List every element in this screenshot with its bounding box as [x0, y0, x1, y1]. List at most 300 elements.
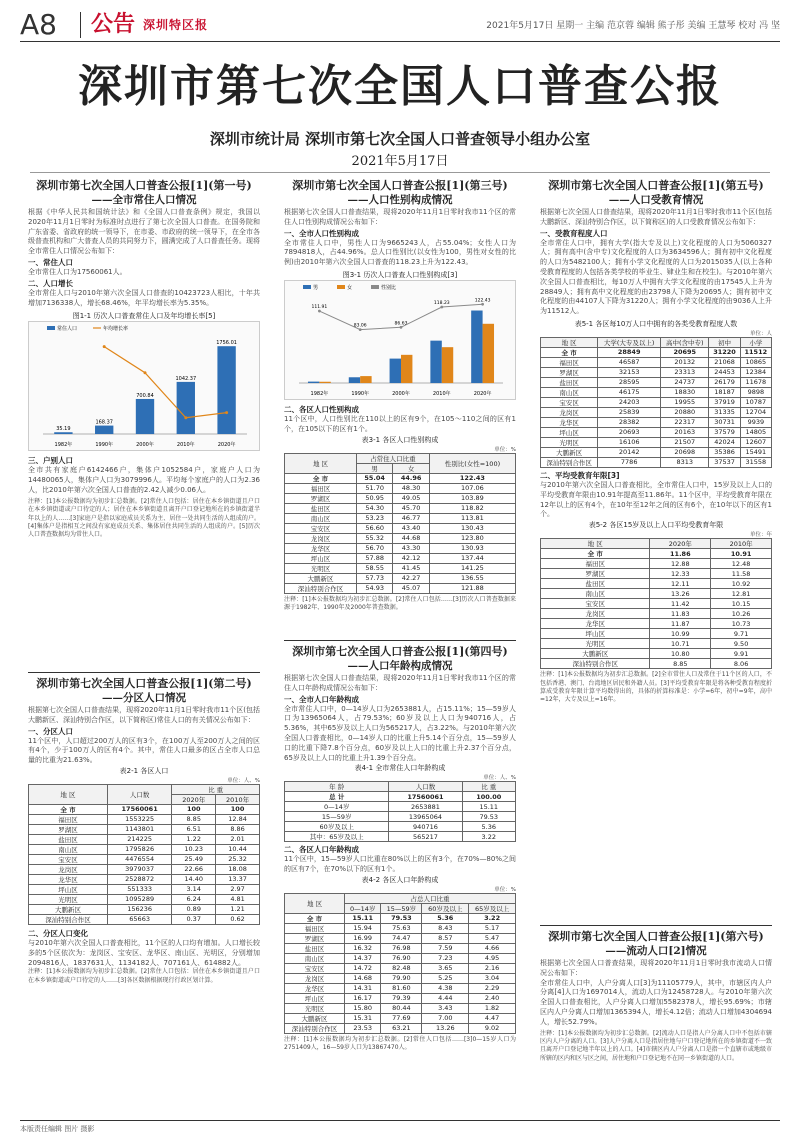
- bulletin-3-subtitle: ——人口性别构成情况: [347, 194, 453, 206]
- table-row: [285, 1013, 516, 1023]
- table-cell: 77.69: [381, 1013, 422, 1023]
- row-label: 南山区: [285, 953, 345, 963]
- table-cell: 4.44: [422, 993, 469, 1003]
- row-label: 宝安区: [285, 963, 345, 973]
- table-cell: 4.47: [469, 1013, 516, 1023]
- table-unit: 单位：人: [749, 330, 772, 337]
- table-cell: 63.21: [381, 1023, 422, 1033]
- table-cell: 12.88: [650, 559, 711, 569]
- table-row: [541, 437, 772, 447]
- section-heading: 二、平均受教育年限[3]: [540, 470, 620, 480]
- table-row: [285, 1003, 516, 1013]
- row-label: 龙华区: [29, 874, 108, 884]
- table-cell: 11.87: [650, 619, 711, 629]
- section-heading: 一、全市人口性别构成: [284, 228, 359, 238]
- table-cell: 43.40: [393, 523, 429, 533]
- paragraph: 与2010年第六次全国人口普查相比，11个区的人口均有增加。人口增长较多的5个区依次为：龙岗区、宝安区、龙华区、南山区、光明区，分别增加2094816人、1837631人、1134182人、707161人、614882人。: [28, 938, 260, 967]
- data-label: 168.37: [95, 419, 113, 426]
- point: [440, 306, 443, 309]
- table-cell: 10.91: [711, 549, 772, 559]
- table-cell: 3.43: [422, 1003, 469, 1013]
- tick-label: 2000年: [392, 390, 410, 397]
- table-cell: 49.05: [393, 493, 429, 503]
- table-row: [285, 993, 516, 1003]
- divider: [540, 925, 772, 926]
- table-cell: 11512: [740, 347, 771, 357]
- section-heading: 二、分区人口变化: [28, 928, 88, 938]
- data-label: 1756.01: [216, 340, 237, 347]
- section-name: 公告: [80, 12, 135, 38]
- table-cell: 65663: [107, 914, 171, 924]
- table-row: [285, 983, 516, 993]
- table-cell: 20163: [661, 427, 709, 437]
- table-row: [285, 1023, 516, 1033]
- row-label: 福田区: [541, 559, 650, 569]
- table-cell: 10865: [740, 357, 771, 367]
- table-row: [285, 943, 516, 953]
- issuer: 深圳市统计局 深圳市第七次全国人口普查领导小组办公室: [209, 130, 591, 148]
- column-header: 2010年: [711, 539, 772, 549]
- table-cell: 35386: [709, 447, 740, 457]
- table-cell: 13.26: [422, 1023, 469, 1033]
- table-row: [285, 483, 516, 493]
- table-cell: 3.65: [422, 963, 469, 973]
- table-cell: 9898: [740, 387, 771, 397]
- table-cell: 54.30: [356, 503, 392, 513]
- table-cell: 46.77: [393, 513, 429, 523]
- column-header: 65岁及以上: [469, 903, 516, 913]
- column-header: 60岁及以上: [422, 903, 469, 913]
- table-cell: 48.30: [393, 483, 429, 493]
- table-row: [285, 543, 516, 553]
- table-row: [285, 513, 516, 523]
- table-row: [285, 583, 516, 593]
- table-row: [285, 473, 516, 483]
- tick-label: 2020年: [217, 442, 236, 449]
- table-cell: 6.51: [172, 824, 216, 834]
- table-cell: 11678: [740, 377, 771, 387]
- table-cell: 12607: [740, 437, 771, 447]
- table-cell: 14.31: [345, 983, 381, 993]
- table-cell: 1553225: [107, 814, 171, 824]
- table-row: [285, 812, 516, 822]
- table-cell: 3.14: [172, 884, 216, 894]
- table-row: [29, 854, 260, 864]
- tick-label: 2020年: [473, 390, 492, 397]
- bulletin-5-subtitle: ——人口受教育情况: [608, 194, 704, 206]
- table-row: [541, 457, 772, 467]
- table-cell: 24453: [709, 367, 740, 377]
- divider: [284, 640, 516, 641]
- table-cell: 10.92: [711, 579, 772, 589]
- section-heading: 二、各区人口年龄构成: [284, 845, 359, 855]
- table-row: [541, 579, 772, 589]
- table-cell: 79.39: [381, 993, 422, 1003]
- column-2: [284, 178, 516, 612]
- row-label: 0—14岁: [285, 802, 389, 812]
- row-label: 坪山区: [541, 629, 650, 639]
- table-cell: 50.95: [356, 493, 392, 503]
- table-cell: 51.70: [356, 483, 392, 493]
- paragraph: 根据第七次全国人口普查结果，现将2020年11月1日零时我市11个区的常住人口性别构成情况公布如下：: [284, 208, 516, 226]
- table-cell: 13965064: [389, 812, 462, 822]
- row-label: 南山区: [541, 589, 650, 599]
- table-cell: 14.72: [345, 963, 381, 973]
- row-label: 全 市: [29, 804, 108, 814]
- bar: [217, 347, 235, 435]
- table-cell: 130.93: [429, 543, 515, 553]
- table-row: [541, 589, 772, 599]
- bar: [349, 377, 360, 383]
- row-label: 大鹏新区: [541, 447, 598, 457]
- table-row: [541, 397, 772, 407]
- table-cell: 21507: [661, 437, 709, 447]
- table-cell: 7.00: [422, 1013, 469, 1023]
- table-row: [29, 864, 260, 874]
- column-header: 2020年: [172, 794, 216, 804]
- table-cell: 32153: [598, 367, 661, 377]
- table-cell: 12.33: [650, 569, 711, 579]
- table-cell: 2528872: [107, 874, 171, 884]
- table-cell: 45.70: [393, 503, 429, 513]
- table-cell: 12.84: [216, 814, 260, 824]
- table-cell: 14.37: [345, 953, 381, 963]
- bulletin-6-subtitle: ——流动人口[2]情况: [605, 945, 707, 957]
- table-cell: 121.88: [429, 583, 515, 593]
- table-cell: 26179: [709, 377, 740, 387]
- row-label: 全 市: [285, 473, 357, 483]
- table-cell: 3.22: [469, 913, 516, 923]
- table-cell: 11.58: [711, 569, 772, 579]
- table-cell: 5.47: [469, 933, 516, 943]
- table-row: [29, 834, 260, 844]
- table-cell: 37579: [709, 427, 740, 437]
- row-label: 罗湖区: [541, 367, 598, 377]
- table-unit: 单位：年: [749, 532, 772, 539]
- section-heading: 二、人口增长: [28, 278, 73, 288]
- bar: [177, 382, 195, 434]
- table-cell: 80.44: [381, 1003, 422, 1013]
- table-cell: 2.16: [469, 963, 516, 973]
- table-cell: 8.57: [422, 933, 469, 943]
- row-label: 龙华区: [541, 417, 598, 427]
- table-cell: 44.96: [393, 473, 429, 483]
- table-row: [285, 802, 516, 812]
- table-cell: 940716: [389, 822, 462, 832]
- table-cell: 18187: [709, 387, 740, 397]
- data-label: 118.23: [433, 300, 450, 306]
- chart-caption: 图3-1 历次人口普查人口性别构成[3]: [342, 270, 458, 279]
- table-cell: 5.36: [462, 822, 515, 832]
- table-cell: 46175: [598, 387, 661, 397]
- column-header: 地 区: [285, 453, 357, 473]
- table-cell: 76.90: [381, 953, 422, 963]
- table-cell: 122.43: [429, 473, 515, 483]
- row-label: 罗湖区: [285, 493, 357, 503]
- column-header: 人口数: [107, 784, 171, 804]
- table-row: [541, 367, 772, 377]
- table-cell: 3.04: [469, 973, 516, 983]
- row-label: 福田区: [285, 923, 345, 933]
- paragraph: 11个区中，15—59岁人口比重在80%以上的区有3个，在70%—80%之间的区有7个，在70%以下的区有1个。: [284, 855, 516, 874]
- table-cell: 107.06: [429, 483, 515, 493]
- table-cell: 75.63: [381, 923, 422, 933]
- series-line: [104, 347, 226, 418]
- table-row: [541, 659, 772, 669]
- data-label: 35.19: [56, 426, 71, 433]
- row-label: 深汕特别合作区: [29, 914, 108, 924]
- table-cell: 16.32: [345, 943, 381, 953]
- row-label: 大鹏新区: [285, 573, 357, 583]
- row-label: 光明区: [285, 563, 357, 573]
- table-cell: 118.82: [429, 503, 515, 513]
- table-unit: 单位：%: [494, 886, 516, 893]
- table-caption: 表4-2 各区人口年龄构成: [361, 875, 439, 884]
- column-header: 大学(大专及以上): [598, 337, 661, 347]
- table-cell: 214225: [107, 834, 171, 844]
- table-row: [285, 933, 516, 943]
- bar: [54, 433, 72, 435]
- row-label: 深汕特别合作区: [285, 1023, 345, 1033]
- column-header: 人口数: [389, 782, 462, 792]
- table-row: [285, 503, 516, 513]
- row-label: 深汕特别合作区: [285, 583, 357, 593]
- table-cell: 11.86: [650, 549, 711, 559]
- table-cell: 1095289: [107, 894, 171, 904]
- table-cell: 15.94: [345, 923, 381, 933]
- row-label: 坪山区: [285, 993, 345, 1003]
- table-cell: 25839: [598, 407, 661, 417]
- footnotes: 注释：[1]本公报数据均为初步汇总数据。[2]常住人口包括：居住在本乡镇街道且户口在本乡镇街道或户口待定的人；居住在本乡镇街道且离开户口登记地所在的乡镇街道半年以上的人……[3]家庭户是指以家庭成员关系为主、居住一处共同生活的人组成的户。[4]集体户是指相互之间没有家庭成员关系、集体居住共同生活的人组成的户。[5]历次人口普查数据均为常住人口。: [28, 497, 260, 539]
- row-label: 福田区: [541, 357, 598, 367]
- table-cell: 3.22: [462, 832, 515, 842]
- table-row: [541, 407, 772, 417]
- table-cell: 7.59: [422, 943, 469, 953]
- row-label: 罗湖区: [285, 933, 345, 943]
- row-label: 龙岗区: [541, 609, 650, 619]
- table-cell: 9.71: [711, 629, 772, 639]
- column-header: 0—14岁: [345, 903, 381, 913]
- paragraph: 全市常住人口为17560061人。: [28, 267, 127, 276]
- table-cell: 79.90: [381, 973, 422, 983]
- column-header: 男: [356, 463, 392, 473]
- table-row: [285, 523, 516, 533]
- table-cell: 22317: [661, 417, 709, 427]
- table-cell: 551333: [107, 884, 171, 894]
- table-cell: 5.25: [422, 973, 469, 983]
- paragraph: 与2010年第六次全国人口普查相比，全市常住人口中，15岁及以上人口的平均受教育年限由10.91年提高至11.86年。11个区中，平均受教育年限在12年以上的区有4个，在10年至12年之间的区有6个，在10年以下的区有1个。: [540, 480, 772, 519]
- table-cell: 16106: [598, 437, 661, 447]
- tick-label: 1982年: [54, 442, 73, 449]
- table-cell: 4.95: [469, 953, 516, 963]
- table-cell: 8.85: [172, 814, 216, 824]
- table-row: [285, 563, 516, 573]
- paragraph: 根据第七次全国人口普查结果，现将2020年11月1日零时我市11个区(包括大鹏新区、深汕特别合作区，以下简称区)的人口受教育情况公布如下：: [540, 208, 772, 226]
- divider: [28, 672, 260, 673]
- table-caption: 表5-1 各区每10万人口中拥有的各类受教育程度人数: [574, 319, 738, 328]
- column-3: [540, 178, 772, 705]
- table-cell: 16.17: [345, 993, 381, 1003]
- legend-label: 年均增长率: [103, 326, 129, 333]
- page-number: A8: [20, 8, 57, 41]
- table-cell: 20693: [598, 427, 661, 437]
- table-row: [285, 533, 516, 543]
- paragraph: 根据第七次全国人口普查结果，现将2020年11月1日零时我市11个区(包括大鹏新区、深汕特别合作区，以下简称区)常住人口的有关情况公布如下：: [28, 706, 260, 724]
- table-caption: 表2-1 各区人口: [119, 766, 169, 775]
- row-label: 大鹏新区: [541, 649, 650, 659]
- table-cell: 42.27: [393, 573, 429, 583]
- table-cell: 79.53: [381, 913, 422, 923]
- bulletin-4-subtitle: ——人口年龄构成情况: [347, 660, 453, 672]
- table-row: [29, 844, 260, 854]
- table-cell: 23.53: [345, 1023, 381, 1033]
- point: [103, 346, 106, 349]
- table-cell: 10.99: [650, 629, 711, 639]
- table-cell: 17560061: [389, 792, 462, 802]
- table-unit: 单位：%: [494, 446, 516, 453]
- table-cell: 2.40: [469, 993, 516, 1003]
- table-row: [29, 824, 260, 834]
- table-cell: 23313: [661, 367, 709, 377]
- table-row: [285, 913, 516, 923]
- row-label: 坪山区: [541, 427, 598, 437]
- table-cell: 79.53: [462, 812, 515, 822]
- main-title: 深圳市第七次全国人口普查公报: [78, 61, 722, 112]
- footnotes: 注释：[1]本公报数据均为初步汇总数据。[2]全市常住人口及常住于11个区的人口，不包括香港、澳门、台湾地区居民和外籍人员。[3]平均受教育年限是将各种受教育程度折算成受教育年限计算平均数得出的，具体的折算标准是：小学=6年，初中=9年，高中=12年，大专及以上=16年。: [540, 671, 772, 704]
- age-structure-table: [284, 781, 516, 842]
- table-cell: 1.22: [172, 834, 216, 844]
- issue-date: 2021年5月17日: [351, 154, 449, 169]
- table-cell: 7786: [598, 457, 661, 467]
- table-cell: 31220: [709, 347, 740, 357]
- table-cell: 141.25: [429, 563, 515, 573]
- bulletin-4-title: 深圳市第七次全国人口普查公报[1](第四号): [292, 645, 508, 658]
- bar: [308, 382, 319, 383]
- district-sex-table: [284, 453, 516, 594]
- table-row: [29, 914, 260, 924]
- tick-label: 1990年: [95, 442, 114, 449]
- table-cell: 25.32: [216, 854, 260, 864]
- column-1: [28, 178, 260, 540]
- table-cell: 10.15: [711, 599, 772, 609]
- education-table: [540, 337, 772, 468]
- table-cell: 5.36: [422, 913, 469, 923]
- table-row: [541, 447, 772, 457]
- column-header: 比 重: [462, 782, 515, 792]
- legend-label: 性别比: [381, 284, 397, 291]
- table-cell: 9939: [740, 417, 771, 427]
- table-cell: 21068: [709, 357, 740, 367]
- table-cell: 28849: [598, 347, 661, 357]
- column-header: 地 区: [541, 337, 598, 347]
- paragraph: 11个区中，人口性别比在110以上的区有9个，在105～110之间的区有1个，在105以下的区有1个。: [284, 414, 516, 433]
- table-cell: 44.68: [393, 533, 429, 543]
- paper-logo: 深圳特区报: [143, 18, 209, 32]
- paragraph: 全市共有家庭户6142466户，集体户1052584户，家庭户人口为14480065人，集体户人口为3079996人。平均每个家庭户的人口为2.36人，比2010年第六次全国人口普查的2.42人减少0.06人。: [28, 466, 260, 494]
- table-row: [285, 832, 516, 842]
- data-label: 122.43: [474, 298, 491, 304]
- table-cell: 2.29: [469, 983, 516, 993]
- table-row: [29, 814, 260, 824]
- bar: [442, 347, 453, 383]
- table-cell: 55.04: [356, 473, 392, 483]
- bar: [471, 310, 482, 382]
- table-cell: 20880: [661, 407, 709, 417]
- row-label: 罗湖区: [541, 569, 650, 579]
- table-cell: 13.26: [650, 589, 711, 599]
- column-header: 2020年: [650, 539, 711, 549]
- table-row: [541, 357, 772, 367]
- table-row: [285, 973, 516, 983]
- table-cell: 2.97: [216, 884, 260, 894]
- legend-label: 常住人口: [57, 326, 78, 333]
- table-cell: 12704: [740, 407, 771, 417]
- row-label: 总 计: [285, 792, 389, 802]
- paragraph: 全市常住人口中，拥有大学(指大专及以上)文化程度的人口为5060327人；拥有高中(含中专)文化程度的人口为3634596人；拥有初中文化程度的人口为5482100人；拥有小学文化程度的人口为2015035人(以上各种受教育程度的人包括各类学校的毕业生、肄业生和在校生)。与2010年第六次全国人口普查相比，每10万人中拥有大学文化程度的由17545人上升为28849人；拥有高中文化程度的由23798人下降为20695人；拥有初中文化程度的由44107人下降为31220人；拥有小学文化程度的由9036人上升为11512人。: [540, 238, 772, 316]
- table-cell: 4.66: [469, 943, 516, 953]
- table-cell: 14.68: [345, 973, 381, 983]
- table-cell: 5.17: [469, 923, 516, 933]
- table-caption: 表3-1 各区人口性别构成: [361, 435, 439, 444]
- row-label: 龙岗区: [541, 407, 598, 417]
- row-label: 大鹏新区: [29, 904, 108, 914]
- table-row: [541, 569, 772, 579]
- row-label: 大鹏新区: [285, 1013, 345, 1023]
- table-cell: 9.91: [711, 649, 772, 659]
- table-cell: 25.49: [172, 854, 216, 864]
- legend-label: 男: [313, 284, 319, 291]
- table-row: [541, 629, 772, 639]
- row-label: 光明区: [541, 639, 650, 649]
- table-cell: 10.73: [711, 619, 772, 629]
- table-row: [541, 559, 772, 569]
- table-cell: 10.44: [216, 844, 260, 854]
- row-label: 龙华区: [541, 619, 650, 629]
- table-cell: 100.00: [462, 792, 515, 802]
- bar: [483, 324, 494, 383]
- table-cell: 103.89: [429, 493, 515, 503]
- row-label: 盐田区: [541, 579, 650, 589]
- row-label: 光明区: [541, 437, 598, 447]
- point: [225, 411, 228, 414]
- row-label: 宝安区: [29, 854, 108, 864]
- table-cell: 12.48: [711, 559, 772, 569]
- district-population-table: [28, 784, 260, 925]
- table-cell: 20695: [661, 347, 709, 357]
- column-header: 占总人口比重: [345, 893, 516, 903]
- table-cell: 8.43: [422, 923, 469, 933]
- column-header: 年 龄: [285, 782, 389, 792]
- table-row: [541, 347, 772, 357]
- tick-label: 2010年: [432, 390, 451, 397]
- column-header: 地 区: [285, 893, 345, 913]
- table-cell: 10.23: [172, 844, 216, 854]
- table-row: [285, 923, 516, 933]
- table-row: [541, 377, 772, 387]
- table-cell: 1143801: [107, 824, 171, 834]
- masthead: [20, 8, 780, 42]
- column-2-lower: [284, 640, 516, 1053]
- table-row: [285, 792, 516, 802]
- section-heading: 二、各区人口性别构成: [284, 404, 359, 414]
- header-rule: [30, 172, 770, 173]
- table-cell: 82.48: [381, 963, 422, 973]
- table-cell: 10787: [740, 397, 771, 407]
- table-cell: 81.60: [381, 983, 422, 993]
- paragraph: 11个区中，人口超过200万人的区有3个，在100万人至200万人之间的区有4个，少于100万人的区有4个。其中，常住人口最多的区占全市人口总量的比重为21.63%。: [28, 736, 260, 765]
- data-label: 83.06: [353, 323, 367, 329]
- schooling-years-table: [540, 538, 772, 669]
